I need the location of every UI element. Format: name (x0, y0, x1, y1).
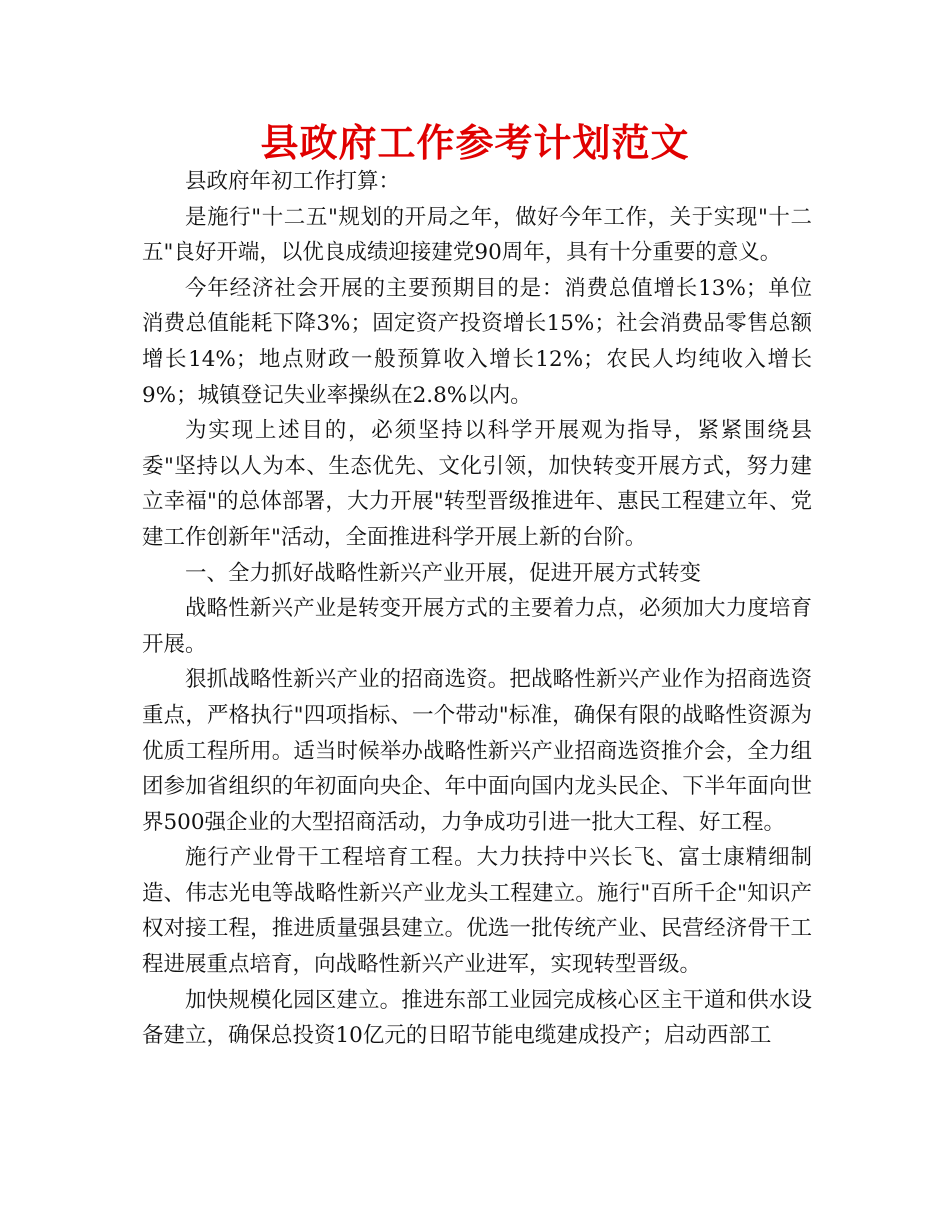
paragraph: 加快规模化园区建立。推进东部工业园完成核心区主干道和供水设备建立，确保总投资10亿元的日昭节能电缆建成投产；启动西部工 (142, 987, 812, 1049)
paragraph: 施行产业骨干工程培育工程。大力扶持中兴长飞、富士康精细制造、伟志光电等战略性新兴产业龙头工程建立。施行"百所千企"知识产权对接工程，推进质量强县建立。优选一批传统产业、民营经济骨干工程进展重点培育，向战略性新兴产业进军，实现转型晋级。 (142, 845, 812, 978)
paragraph: 战略性新兴产业是转变开展方式的主要着力点，必须加大力度培育开展。 (142, 596, 812, 657)
paragraph: 狠抓战略性新兴产业的招商选资。把战略性新兴产业作为招商选资重点，严格执行"四项指标、一个带动"标准，确保有限的战略性资源为优质工程所用。适当时候举办战略性新兴产业招商选资推介会，全力组团参加省组织的年初面向央企、年中面向国内龙头民企、下半年面向世界500强企业的大型招商活动，力争成功引进一批大工程、好工程。 (142, 667, 812, 835)
section-heading: 一、全力抓好战略性新兴产业开展，促进开展方式转变 (185, 560, 702, 586)
paragraph: 是施行"十二五"规划的开局之年，做好今年工作，关于实现"十二五"良好开端，以优良成绩迎接建党90周年，具有十分重要的意义。 (142, 204, 812, 266)
paragraph: 今年经济社会开展的主要预期目的是：消费总值增长13%；单位消费总值能耗下降3%；固定资产投资增长15%；社会消费品零售总额增长14%；地点财政一般预算收入增长12%；农民人均纯收入增长9%；城镇登记失业率操纵在2.8%以内。 (142, 275, 812, 408)
document-title: 县政府工作参考计划范文 (260, 121, 690, 165)
paragraph: 为实现上述目的，必须坚持以科学开展观为指导，紧紧围绕县委"坚持以人为本、生态优先、文化引领，加快转变开展方式，努力建立幸福"的总体部署，大力开展"转型晋级推进年、惠民工程建立年、党建工作创新年"活动，全面推进科学开展上新的台阶。 (142, 418, 812, 550)
paragraph: 县政府年初工作打算： (185, 169, 401, 194)
document-body (142, 164, 812, 1054)
